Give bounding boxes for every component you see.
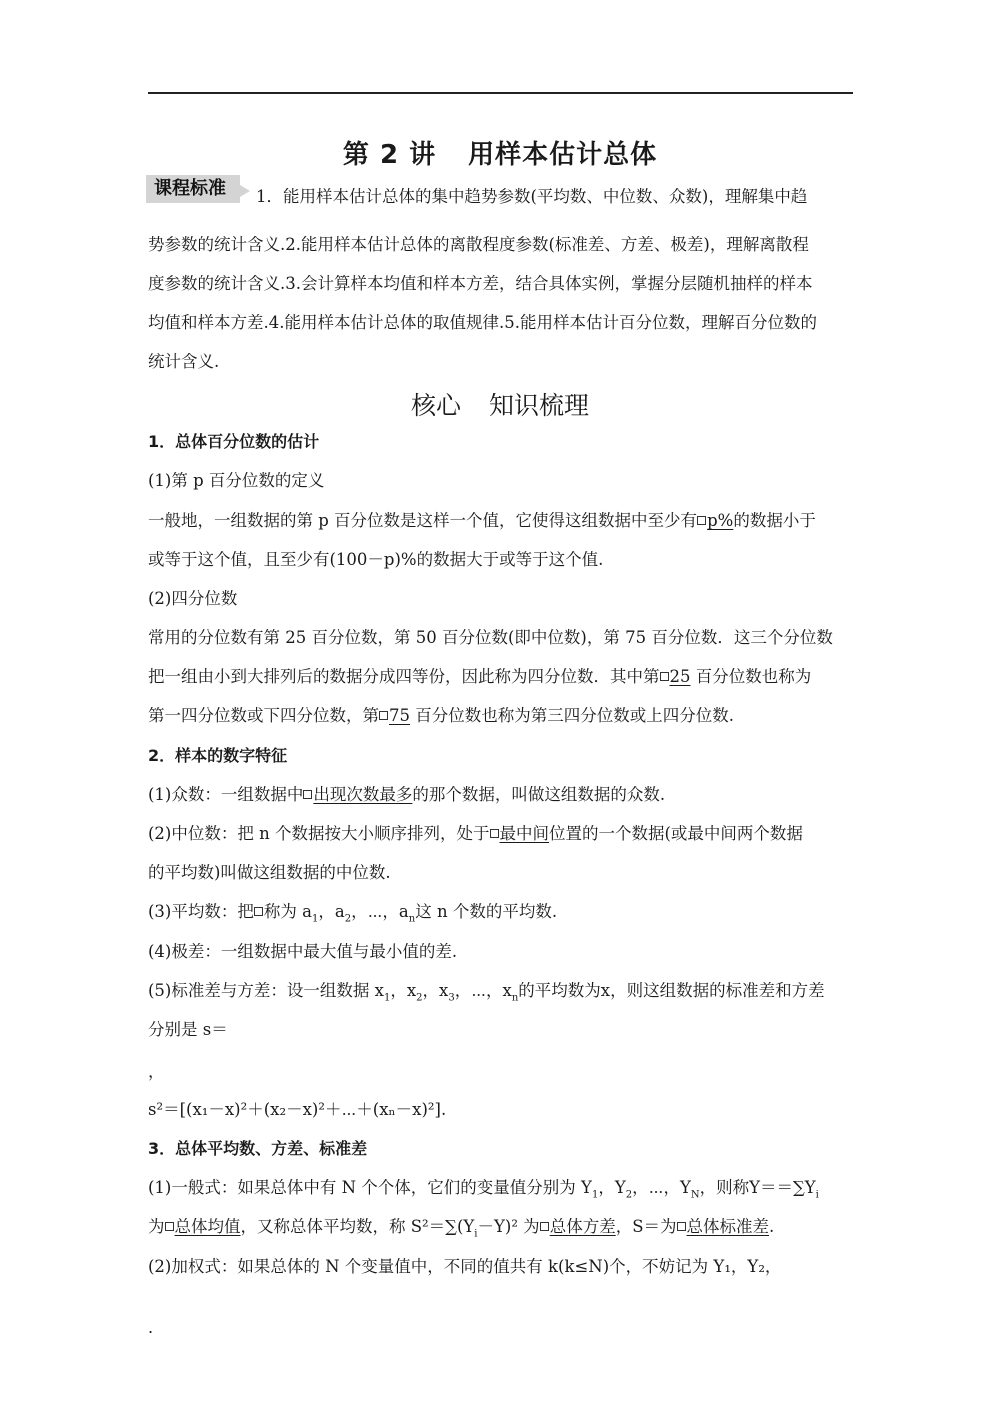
section-3-title: 3．总体平均数、方差、标准差: [148, 1139, 368, 1158]
answer-box-icon: [697, 516, 706, 525]
s1-line-2: 或等于这个值，且至少有(100－p)%的数据大于或等于这个值.: [148, 550, 604, 569]
section-heading: 核心 知识梳理: [410, 391, 590, 420]
s2-variance-formula: s²＝[(x₁－x)²＋(x₂－x)²＋⋯＋(xₙ－x)²].: [148, 1100, 447, 1119]
answer-box-icon: [303, 790, 312, 799]
standards-line-3: 度参数的统计含义.3.会计算样本均值和样本方差，结合具体实例，掌握分层随机抽样的样本: [148, 274, 813, 293]
section-1-title: 1．总体百分位数的估计: [148, 432, 320, 451]
answer-box-icon: [677, 1222, 686, 1231]
s2-comma: ，: [148, 1062, 165, 1081]
standards-line-2: 势参数的统计含义.2.能用样本估计总体的离散程度参数(标准差、方差、极差)，理解离散程: [148, 235, 809, 254]
answer-box-icon: [490, 829, 499, 838]
answer-box-icon: [165, 1222, 174, 1231]
answer-box-icon: [379, 711, 388, 720]
header-rule: [148, 92, 853, 94]
s1-line-4: 把一组由小到大排列后的数据分成四等份，因此称为四分位数．其中第 25 百分位数也称为: [148, 667, 812, 686]
answer-box-icon: [540, 1222, 549, 1231]
s2-stddev: (5)标准差与方差：设一组数据 $x_1$，$x_2$，$x_3$，⋯，$x_n$的平均数为x，则这组数据的标准差和方差: [148, 981, 825, 1004]
s1-line-5: 第一四分位数或下四分位数，第 75 百分位数也称为第三四分位数或上四分位数.: [148, 706, 734, 725]
s1-sub1: (1)第 p 百分位数的定义: [148, 471, 325, 490]
s1-line-3: 常用的分位数有第 25 百分位数，第 50 百分位数(即中位数)，第 75 百分位数．这三个分位数: [148, 628, 833, 647]
s1-sub2: (2)四分位数: [148, 589, 238, 608]
standards-line-1: 1．能用样本估计总体的集中趋势参数(平均数、中位数、众数)，理解集中趋: [256, 187, 808, 206]
section-2-title: 2．样本的数字特征: [148, 746, 288, 765]
page-title: 第 2 讲 用样本估计总体: [342, 140, 658, 170]
s2-range: (4)极差：一组数据中最大值与最小值的差.: [148, 942, 458, 961]
s3-general-cont: 为 总体均值，又称总体平均数，称 $S^2=\sum(Y_i-Y)^2$ 为 总体方差，S＝为 总体标准差.: [148, 1217, 775, 1240]
s2-mean: (3)平均数：把 称为 $a_1$，$a_2$，⋯，$a_n$这 n 个数的平均数.: [148, 902, 558, 925]
s1-line-1: 一般地，一组数据的第 p 百分位数是这样一个值，它使得这组数据中至少有 p%的数据小于: [148, 511, 816, 530]
s3-weighted: (2)加权式：如果总体的 N 个变量值中，不同的值共有 k(k≤N)个，不妨记为 Y₁，Y₂，: [148, 1257, 782, 1276]
footer-mark: .: [148, 1318, 154, 1337]
answer-box-icon: [254, 907, 263, 916]
s2-median: (2)中位数：把 n 个数据按大小顺序排列，处于 最中间位置的一个数据(或最中间两个数据: [148, 824, 803, 843]
standards-line-5: 统计含义.: [148, 352, 220, 371]
s2-stddev-cont: 分别是 s＝: [148, 1020, 228, 1039]
standards-line-4: 均值和样本方差.4.能用样本估计总体的取值规律.5.能用样本估计百分位数，理解百分位数的: [148, 313, 817, 332]
s2-mode: (1)众数：一组数据中 出现次数最多的那个数据，叫做这组数据的众数.: [148, 785, 666, 804]
course-standard-badge: 课程标准: [146, 175, 240, 203]
answer-box-icon: [660, 672, 669, 681]
s2-median-cont: 的平均数)叫做这组数据的中位数.: [148, 863, 391, 882]
s3-general: (1)一般式：如果总体中有 N 个个体，它们的变量值分别为 $Y_1$，$Y_2$，⋯，$Y_N$，则称$Y==\sum Y_i$: [148, 1178, 819, 1201]
